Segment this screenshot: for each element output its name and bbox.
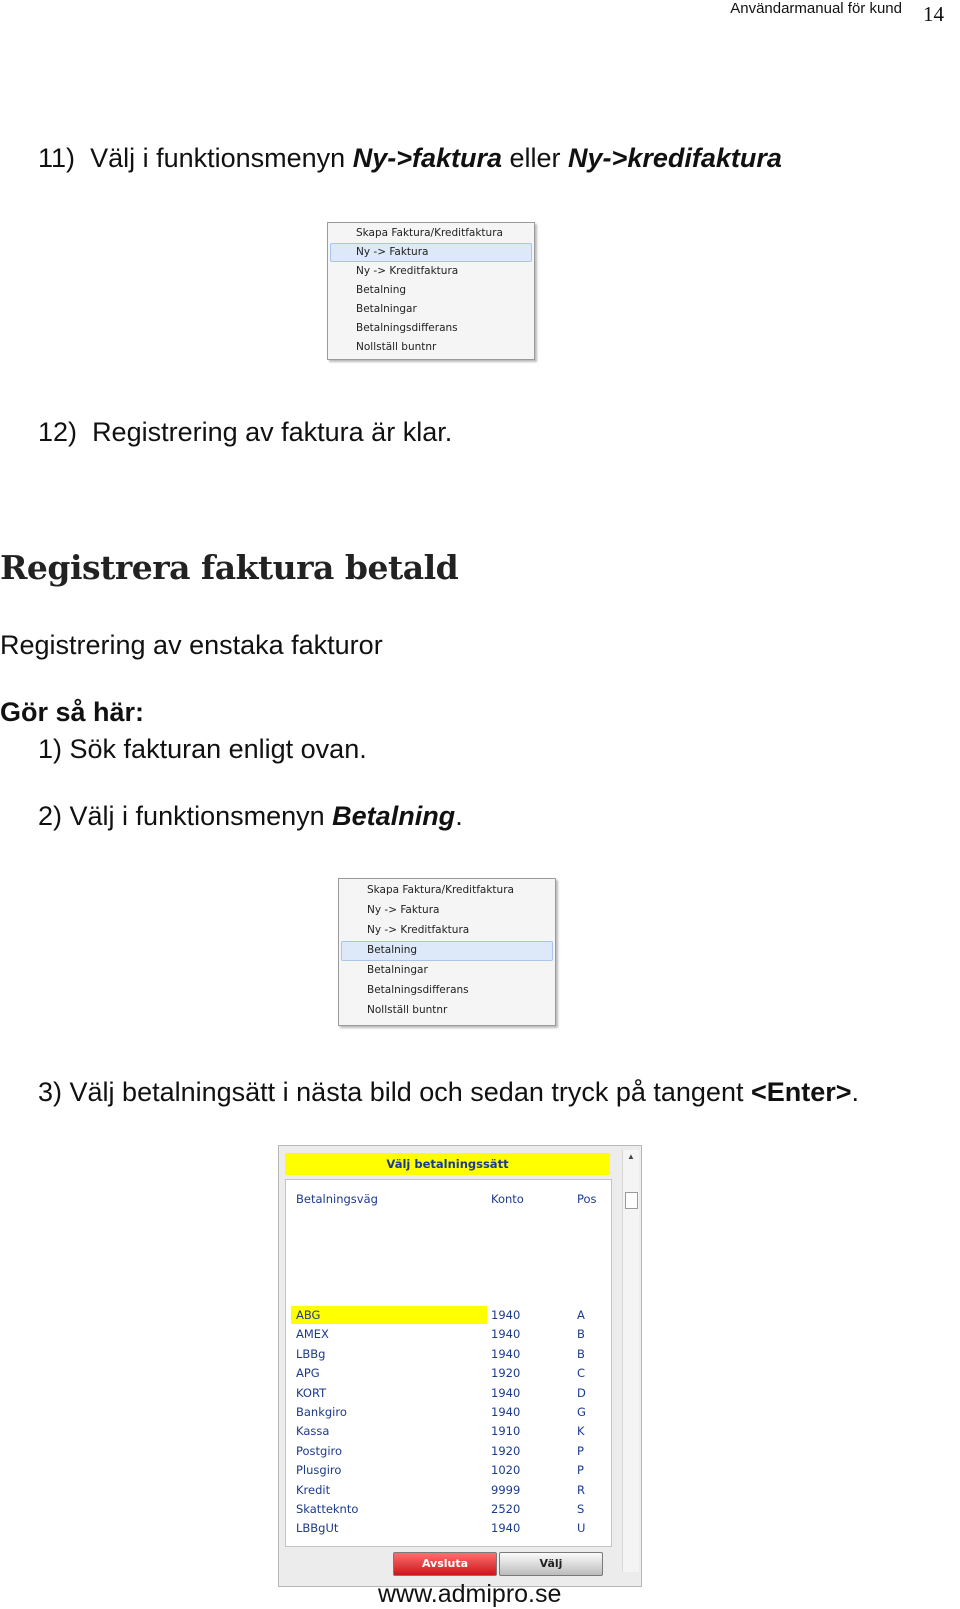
footer-url: www.admipro.se (378, 1580, 562, 1608)
account-number: 1910 (491, 1424, 521, 1439)
method-name: Bankgiro (296, 1405, 347, 1419)
position-code: S (577, 1502, 585, 1516)
position-code: P (577, 1443, 584, 1458)
menu-item[interactable]: Nollställ buntnr (356, 341, 437, 353)
step-1 (38, 733, 367, 765)
step-text: Välj i funktionsmenyn Ny->faktura eller Ny->kredifaktura (90, 143, 782, 173)
list-item[interactable] (291, 1325, 607, 1343)
step-text: Sök fakturan enligt ovan. (69, 734, 367, 764)
method-name: Plusgiro (296, 1463, 342, 1478)
step-12 (38, 416, 452, 448)
account-number: 1940 (491, 1385, 521, 1400)
menu-item[interactable]: Ny -> Faktura (356, 246, 429, 258)
step-number: 3) (38, 1077, 63, 1107)
header-title: Användarmanual för kund (730, 0, 902, 17)
scrollbar[interactable] (622, 1150, 639, 1572)
list-item[interactable] (291, 1442, 607, 1460)
menu-item[interactable]: Betalningsdifferans (356, 322, 458, 334)
column-header: Pos (577, 1192, 597, 1206)
menu-item[interactable]: Skapa Faktura/Kreditfaktura (356, 227, 503, 239)
step-number: 12) (38, 417, 78, 447)
method-name: AMEX (296, 1327, 329, 1342)
function-menu-screenshot (338, 878, 556, 1026)
menu-item[interactable]: Skapa Faktura/Kreditfaktura (367, 884, 514, 896)
account-number: 1940 (491, 1308, 521, 1322)
step-2: 2) Välj i funktionsmenyn Betalning. (38, 801, 463, 831)
menu-item-ref: Ny->kredifaktura (568, 143, 782, 173)
position-code: G (577, 1405, 586, 1419)
howto-label: Gör så här: (0, 697, 145, 727)
position-code: P (577, 1463, 584, 1478)
column-header: Konto (491, 1192, 524, 1206)
method-name: Kredit (296, 1482, 331, 1497)
account-number: 1940 (491, 1327, 521, 1342)
cancel-button[interactable]: Avsluta (393, 1552, 497, 1576)
menu-item[interactable]: Ny -> Kreditfaktura (356, 265, 459, 277)
key-ref: <Enter> (750, 1077, 852, 1107)
scroll-up-icon[interactable]: ▲ (627, 1152, 635, 1161)
menu-item[interactable]: Nollställ buntnr (367, 1004, 448, 1016)
position-code: B (577, 1346, 585, 1361)
step-number: 11) (38, 143, 76, 173)
method-name: APG (296, 1366, 320, 1381)
position-code: C (577, 1366, 586, 1381)
list-item[interactable] (291, 1500, 607, 1518)
step-number: 1) (38, 734, 63, 764)
position-code: A (577, 1308, 585, 1322)
menu-item-ref: Ny->faktura (352, 143, 503, 173)
payment-method-list (285, 1179, 612, 1547)
select-button[interactable]: Välj (499, 1552, 603, 1576)
section-subheading: Registrering av enstaka fakturor (0, 630, 383, 660)
method-name: KORT (296, 1385, 327, 1400)
list-item[interactable] (291, 1481, 607, 1499)
method-name: LBBgUt (296, 1521, 339, 1536)
menu-item[interactable]: Betalning (356, 284, 407, 296)
payment-method-dialog (278, 1145, 642, 1587)
menu-item[interactable]: Betalningar (367, 964, 428, 976)
account-number: 1940 (491, 1405, 521, 1419)
account-number: 1940 (491, 1521, 521, 1536)
step-number: 2) (38, 801, 63, 831)
method-name: LBBg (296, 1346, 326, 1361)
account-number: 9999 (491, 1482, 521, 1497)
menu-item[interactable]: Betalningar (356, 303, 417, 315)
list-item[interactable] (291, 1364, 607, 1382)
list-item[interactable] (291, 1384, 607, 1402)
list-item[interactable] (291, 1461, 607, 1479)
dialog-title: Välj betalningssätt (285, 1153, 610, 1175)
list-item[interactable] (291, 1306, 607, 1324)
method-name: ABG (296, 1308, 321, 1322)
section-heading: Registrera faktura betald (0, 548, 459, 587)
position-code: R (577, 1482, 585, 1497)
step-11 (38, 142, 782, 174)
account-number: 1920 (491, 1443, 521, 1458)
page-number: 14 (923, 2, 944, 26)
position-code: K (577, 1424, 585, 1439)
list-item[interactable] (291, 1403, 607, 1421)
menu-item[interactable]: Ny -> Faktura (367, 904, 440, 916)
scroll-thumb[interactable] (625, 1192, 638, 1209)
method-name: Kassa (296, 1424, 330, 1439)
list-item[interactable] (291, 1519, 607, 1537)
menu-item[interactable]: Ny -> Kreditfaktura (367, 924, 470, 936)
account-number: 1920 (491, 1366, 521, 1381)
account-number: 1020 (491, 1463, 521, 1478)
step-3: 3) Välj betalningsätt i nästa bild och sedan tryck på tangent <Enter>. (38, 1077, 860, 1107)
position-code: U (577, 1521, 586, 1536)
account-number: 1940 (491, 1346, 521, 1361)
method-name: Postgiro (296, 1443, 343, 1458)
step-text: Registrering av faktura är klar. (92, 417, 453, 447)
method-name: Skatteknto (296, 1502, 359, 1516)
position-code: B (577, 1327, 585, 1342)
account-number: 2520 (491, 1502, 521, 1516)
menu-item-ref: Betalning (332, 801, 456, 831)
function-menu-screenshot (327, 222, 535, 360)
position-code: D (577, 1385, 586, 1400)
list-item[interactable] (291, 1345, 607, 1363)
column-header: Betalningsväg (296, 1192, 378, 1206)
list-item[interactable] (291, 1422, 607, 1440)
menu-item[interactable]: Betalningsdifferans (367, 984, 469, 996)
menu-item[interactable]: Betalning (367, 944, 418, 956)
